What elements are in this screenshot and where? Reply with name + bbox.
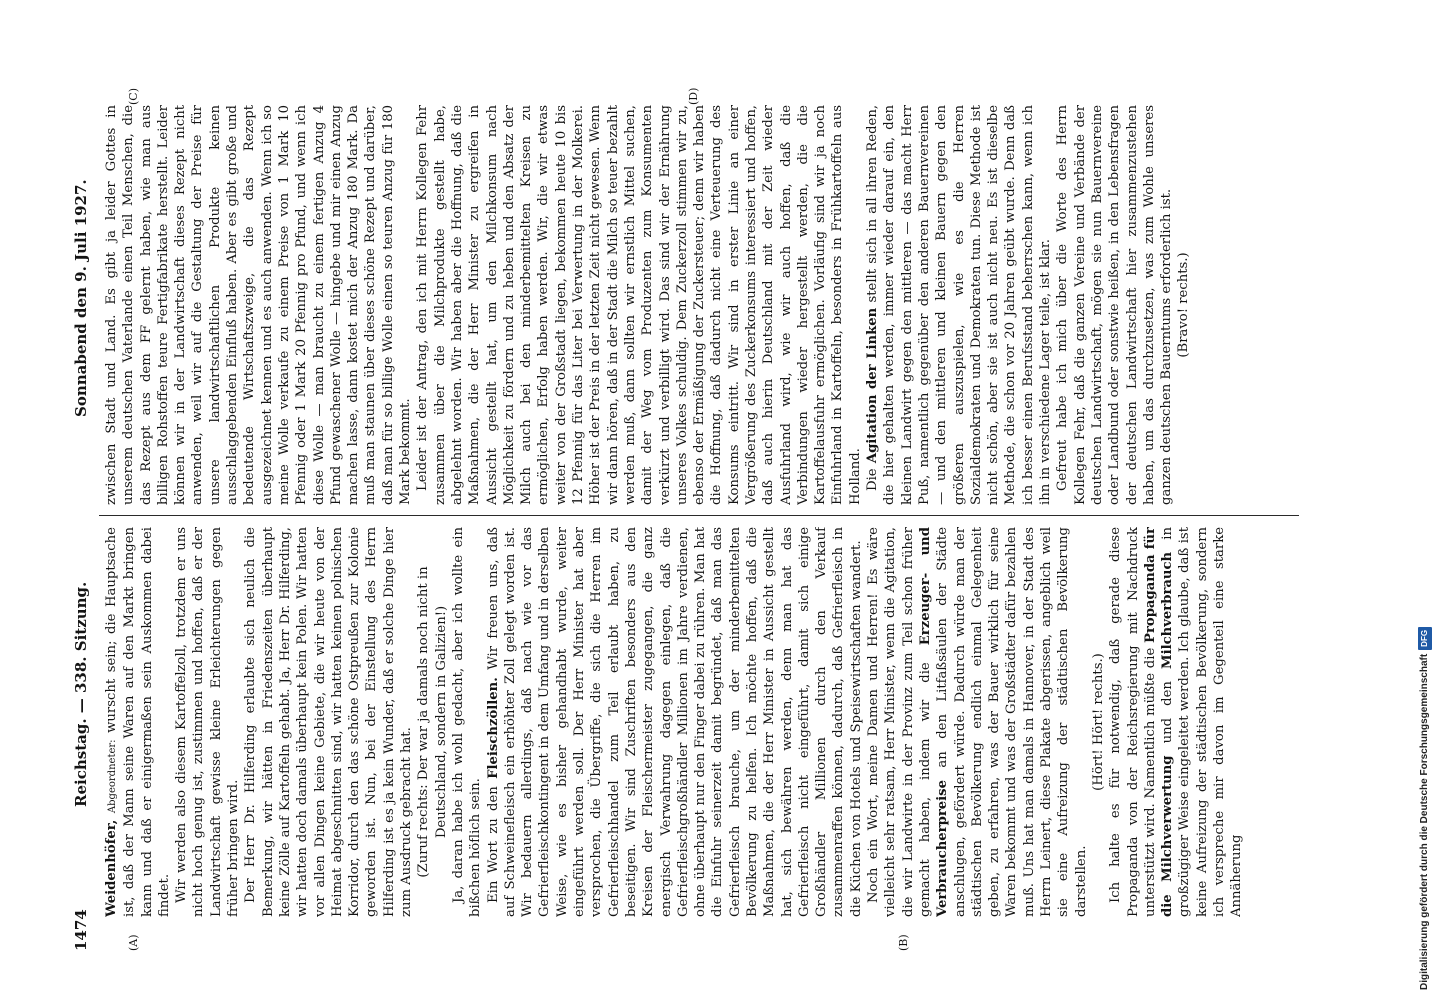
paragraph (864, 105, 1054, 505)
emphasis: Milchverbrauch (1160, 551, 1176, 670)
paragraph: Gefreut habe ich mich über die Worte des Herrn Kollegen Fehr, daß die ganzen Vereine und Verbände der deutschen Landwirtschaft, mögen sie nun Bauernvereine oder Landbund oder sonstwie heißen, in den Lebensfragen der deutschen Landwirtschaft hier zusammenzustehen haben, um das durchzusetzen, was zum Wohle unseres ganzen deutschen Bauerntums erforderlich ist. (1055, 105, 1175, 505)
paragraph (1107, 527, 1245, 917)
left-column (103, 527, 1303, 917)
paragraph-text: Wir freuen uns, daß auf Schweinefleisch ein erhöhter Zoll gelegt worden ist. Wir bedauern allerdings, daß nach wie vor das Gefrierfleischkontingent in dem Umfang und in derselben Weise, wie es bisher gehandhabt wurde, weiter eingeführt werden soll. Der Herr Minister hat aber versprochen, die Übergriffe, die sich die Herren im Gefrierfleischhandel zum Teil erlaubt haben, zu beseitigen. Wir sind Zuschriften besonders aus den Kreisen der Fleischermeister zugegangen, die ganz energisch Verwahrung dagegen einlegen, daß die Gefrierfleischgroßhändler Millionen im Jahre verdienen, ohne überhaupt nur den Finger dabei zu rühren. Man hat die Einfuhr seinerzeit damit begründet, daß man das Gefrierfleisch brauche, um der minderbemittelten Bevölkerung zu helfen. Ich möchte hoffen, daß die Maßnahmen, die der Herr Minister in Aussicht gestellt hat, sich bewähren werden, denn man hat das Gefrierfleisch nicht eingeführt, damit sich einige Großhändler Millionen durch den Verkauf zusammenraffen können, dadurch, daß Gefrierfleisch in die Küchen von Hotels und Speisewirtschaften wandert. (485, 527, 864, 917)
paragraph-text: und den (1160, 681, 1176, 744)
emphasis: Agitation der Linken (865, 307, 881, 464)
paragraph (865, 527, 1090, 917)
paragraph: Leider ist der Antrag, den ich mit Herrn Kollegen Fehr zusammen über die Milchprodukte gestellt habe, abgelehnt worden. Wir haben aber die Hoffnung, daß die Maßnahmen, die der Herr Minister zu ergreifen in Aussicht gestellt hat, um den Milchkonsum nach Möglichkeit zu fördern und zu heben und den Absatz der Milch auch bei den minderbemittelten Kreisen zu ermöglichen, Erfolg haben werden. Wir, die wir etwas weiter von der Großstadt liegen, bekommen heute 10 bis 12 Pfennig für das Liter bei Verwertung in der Molkerei. Höher ist der Preis in der letzten Zeit nicht gewesen. Wenn wir dann hören, daß in der Stadt die Milch so teuer bezahlt werden muß, dann sollten wir ernstlich Mittel suchen, damit der Weg vom Produzenten zum Konsumenten verkürzt und verbilligt wird. Das sind wir der Ernährung unseres Volkes schuldig. Dem Zuckerzoll stimmen wir zu, ebenso der Ermäßigung der Zuckersteuer; denn wir haben die Hoffnung, daß dadurch nicht eine Verteuerung des Konsums eintritt. Wir sind in erster Linie an einer Vergrößerung des Zuckerkonsums interessiert und hoffen, daß auch hierin Deutschland mit der Zeit wieder Ausfuhrland wird, wie wir auch hoffen, daß die Verbindungen wieder hergestellt werden, die die Kartoffelausfuhr ermöglichen. Vorläufig sind wir ja noch Einfuhrland in Kartoffeln, besonders in Frühkartoffeln aus Holland. (415, 105, 863, 505)
paragraph: Ja, daran habe ich wohl gedacht, aber ich wollte ein bißchen höflich sein. (450, 527, 484, 917)
paragraph-text: stellt sich in all ihren Reden, die hier gehalten werden, immer wieder darauf ein, den kleinen Landwirt gegen den mittleren — das macht Herr Puß, namentlich gegenüber den anderen Bauernvereinen — und den mittleren und kleinen Bauern gegen den größeren auszuspielen, wie es die Herren Sozialdemokraten und Demokraten tun. Diese Methode ist nicht schön, aber sie ist auch nicht neu. Es ist dieselbe Methode, die schon vor 20 Jahren geübt wurde. Denn daß ich besser einen Berufsstand beherrschen kann, wenn ich ihn in verschiedene Lager teile, ist klar. (865, 105, 1054, 505)
column-divider (99, 515, 1299, 516)
emphasis: Fleischzöllen. (485, 677, 501, 779)
rotated-page (67, 87, 1327, 957)
paragraph-text: in großzügiger Weise eingeleitet werden. Ich glaube, daß ist keine Aufreizung der städtischen Bevölkerung, sondern ich verspreche mir davon im Gegenteil eine starke Annäherung (1160, 527, 1245, 917)
session-title: Reichstag. — 338. Sitzung. (72, 581, 90, 807)
paragraph-text: wurscht sein; die Hauptsache ist, daß der Mann seine Waren auf den Markt bringen kann und daß er einigermaßen sein Auskommen dabei findet. (104, 527, 172, 917)
paragraph-lead: Ein Wort zu den (485, 786, 501, 903)
speaker-name: Weidenhöfer, (104, 819, 119, 917)
paragraph-text: an den Litfaßsäulen der Städte anschlugen, gefördert würde. Dadurch würde man der städtischen Bevölkerung endlich einmal Gelegenheit geben, zu erfahren, was der Bauer wirklich für seine Waren bekommt und was der Großstädter dafür bezahlen muß. Uns hat man damals in Hannover, in der Stadt des Herrn Leinert, diese Plakate abgerissen, angeblich weil sie eine Aufreizung der städtischen Bevölkerung darstellen. (935, 527, 1089, 917)
margin-marker-a: (A) (127, 934, 140, 951)
session-date: Sonnabend den 9. Juli 1927. (72, 179, 90, 417)
paragraph-text: Noch ein Wort, meine Damen und Herren! Es wäre vielleicht sehr ratsam, Herr Minister, wenn die Agitation, die wir Landwirte in der Provinz zum Teil schon früher gemacht haben, indem wir die (866, 527, 933, 917)
page-header (67, 87, 95, 957)
margin-marker-b: (B) (897, 934, 910, 951)
paragraph-lead: Die (865, 468, 881, 491)
paragraph: zwischen Stadt und Land. Es gibt ja leider Gottes in unserem deutschen Vaterlande einen Teil Menschen, die das Rezept aus dem FF gelernt haben, wie man aus billigen Rohstoffen teure Fertigfabrikate herstellt. Leider können wir in der Landwirtschaft dieses Rezept nicht anwenden, weil wir auf die Gestaltung der Preise für unsere landwirtschaftlichen Produkte keinen ausschlaggebenden Einfluß haben. Aber es gibt große und bedeutende Wirtschaftszweige, die das Rezept ausgezeichnet kennen und es auch anwenden. Wenn ich so meine Wolle verkaufe zu einem Preise von 1 Mark 10 Pfennig oder 1 Mark 20 Pfennig pro Pfund, und wenn ich diese Wolle — man braucht zu einem fertigen Anzug 4 Pfund gewaschener Wolle — hingebe und mir einen Anzug machen lasse, dann kostet mich der Anzug 180 Mark. Da muß man staunen über dieses schöne Rezept und darüber, daß man für so billige Wolle einen so teuren Anzug für 180 Mark bekommt. (104, 105, 414, 505)
right-column (103, 105, 1303, 505)
speaker-role: Abgeordneter: (107, 739, 118, 814)
interjection: (Zuruf rechts: Der war ja damals noch nicht in Deutschland, sondern in Galizien!) (416, 566, 449, 878)
credit-text: Digitalisierung gefördert durch die Deutsche Forschungsgemeinschaft (1419, 653, 1430, 990)
interjection: (Hört! Hört! rechts.) (1090, 653, 1106, 791)
paragraph-text: Ich halte es für notwendig, daß gerade diese Propaganda von der Reichsregierung mit Nachdruck unterstützt wird. Namentlich müßte die (1108, 527, 1158, 917)
paragraph (103, 527, 173, 917)
margin-marker-d: (D) (687, 87, 700, 105)
emphasis: Erzeuger- und Verbraucherpreise (917, 527, 951, 917)
interjection: (Bravo! rechts.) (1176, 252, 1192, 358)
emphasis: Propaganda für die Milchverwertung (1142, 527, 1176, 917)
paragraph: Der Herr Dr. Hilferding erlaubte sich neulich die Bemerkung, wir hätten in Friedenszeiten überhaupt keine Zölle auf Kartoffeln gehabt. Ja, Herr Dr. Hilferding, wir hatten doch damals überhaupt kein Polen. Wir hatten vor allen Dingen keine Gebiete, die wir heute von der Heimat abgeschnitten sind, wir hatten keinen polnischen Korridor, durch den das schöne Ostpreußen zur Kolonie geworden ist. Nun, bei der Einstellung des Herrn Hilferding ist es ja kein Wunder, daß er solche Dinge hier zum Ausdruck gebracht hat. (243, 527, 415, 917)
page-number: 1474 (72, 909, 90, 951)
paragraph (485, 527, 866, 917)
digitization-credit (1418, 627, 1432, 990)
paragraph: Wir werden also diesem Kartoffelzoll, trotzdem er uns nicht hoch genug ist, zustimmen und hoffen, daß er der Landwirtschaft gewisse kleine Erleichterungen gegen früher bringen wird. (174, 527, 242, 917)
margin-marker-c: (C) (127, 88, 140, 105)
dfg-logo: DFG (1418, 627, 1432, 650)
